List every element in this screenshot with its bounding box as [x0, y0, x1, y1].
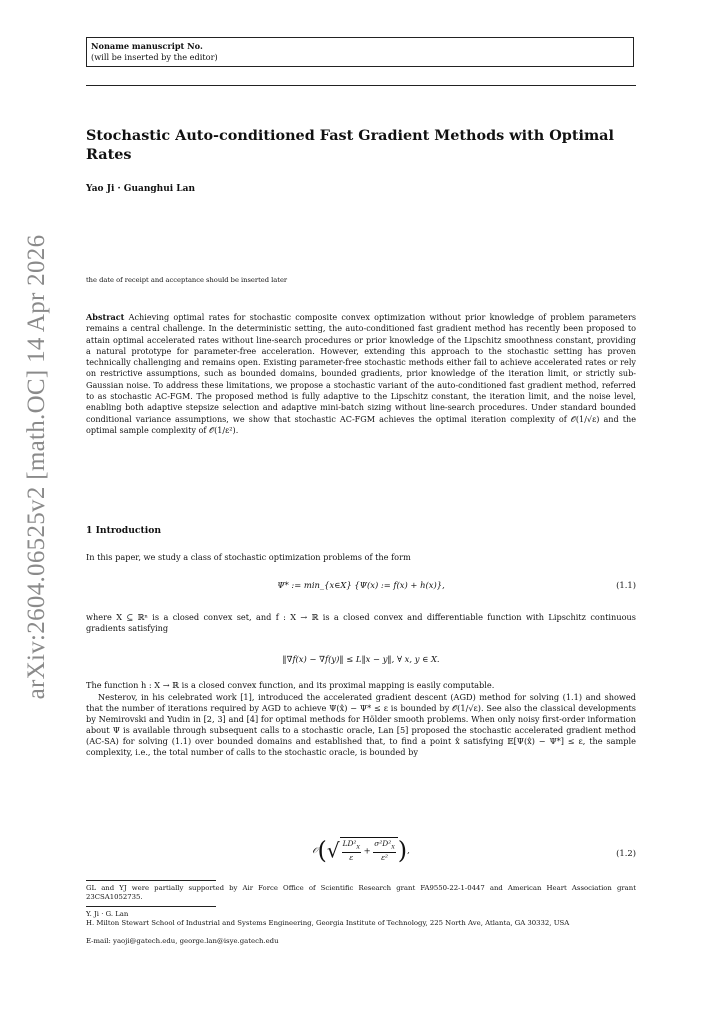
intro-paragraph-2: where X ⊆ ℝⁿ is a closed convex set, and f : X → ℝ is a closed convex and differentiable function with Lipschitz continuous gradients satisfying: [86, 612, 636, 634]
footnote-rule: [86, 880, 216, 881]
arxiv-identifier: arXiv:2604.06525v2 [math.OC] 14 Apr 2026: [23, 234, 50, 700]
author-email: E-mail: yaoji@gatech.edu, george.lan@isye.gatech.edu: [86, 937, 279, 945]
equation-1-1-body: Ψ* := min_{x∈X} {Ψ(x) := f(x) + h(x)},: [277, 580, 445, 590]
authors: Yao Ji · Guanghui Lan: [86, 184, 196, 194]
affiliation-rule: [86, 906, 216, 907]
funding-footnote: GL and YJ were partially supported by Air Force Office of Scientific Research grant FA9550-22-1-0447 and American Heart Association grant 23CSA1052735.: [86, 884, 636, 901]
equation-number: (1.1): [616, 580, 636, 590]
manuscript-box: [86, 37, 634, 67]
intro-paragraph-4: Nesterov, in his celebrated work [1], introduced the accelerated gradient descent (AGD) method for solving (1.1) and showed that the number of iterations required by AGD to achieve Ψ(x̂) − Ψ* ≤ ε is bounded by 𝒪(1/√ε). See also the classical developments by Nemirovski and Yudin in [2, 3] and [4] for optimal methods for Hölder smooth problems. When only noisy first-order information about Ψ is available through subsequent calls to a stochastic oracle, Lan [5] proposed the stochastic accelerated gradient method (AC-SA) for solving (1.1) over bounded domains and established that, to find a point x̂ satisfying 𝔼[Ψ(x̂) − Ψ*] ≤ ε, the sample complexity, i.e., the total number of calls to the stochastic oracle, is bounded by: [86, 692, 636, 758]
equation-lipschitz: ‖∇f(x) − ∇f(y)‖ ≤ L‖x − y‖, ∀ x, y ∈ X.: [282, 654, 440, 664]
manuscript-note: (will be inserted by the editor): [91, 52, 218, 62]
affiliation-institution: H. Milton Stewart School of Industrial and Systems Engineering, Georgia Institute of Technology, 225 North Ave, Atlanta, GA 30332, USA: [86, 919, 570, 927]
abstract: [86, 312, 636, 436]
paper-title: Stochastic Auto-conditioned Fast Gradient Methods with Optimal Rates: [86, 127, 614, 163]
intro-paragraph-1: In this paper, we study a class of stochastic optimization problems of the form: [86, 552, 411, 562]
equation-number: (1.2): [616, 848, 636, 858]
equation-1-1: [86, 580, 636, 590]
abstract-label: Abstract: [86, 312, 125, 322]
equation-1-2-body: 𝒪(√ $\frac{LD^2_X}{\varepsilon}$ + $\frac{\sigma^2D^2_X}{\text{ε²}}$ ),: [312, 836, 410, 864]
manuscript-number: Noname manuscript No.: [91, 41, 203, 51]
arxiv-sidebar: [14, 234, 60, 700]
intro-paragraph-3: The function h : X → ℝ is a closed convex function, and its proximal mapping is easily computable.: [86, 680, 495, 690]
received-note: the date of receipt and acceptance should be inserted later: [86, 276, 288, 284]
header-rule: [86, 85, 636, 86]
equation-1-2: [86, 836, 636, 864]
abstract-text: Achieving optimal rates for stochastic composite convex optimization without prior knowledge of problem parameters remains a central challenge. In the deterministic setting, the auto-conditioned fast gradient method has recently been proposed to attain optimal accelerated rates without line-search procedures or prior knowledge of the Lipschitz smoothness constant, providing a natural prototype for parameter-free acceleration. However, extending this approach to the stochastic setting has proven technically challenging and remains open. Existing parameter-free stochastic methods either fail to achieve accelerated rates or rely on restrictive assumptions, such as bounded domains, bounded gradients, prior knowledge of the iteration limit, or strictly sub-Gaussian noise. To address these limitations, we propose a stochastic variant of the auto-conditioned fast gradient method, referred to as stochastic AC-FGM. The proposed method is fully adaptive to the Lipschitz constant, the iteration limit, and the noise level, enabling both adaptive stepsize selection and adaptive mini-batch sizing without line-search procedures. Under standard bounded conditional variance assumptions, we show that stochastic AC-FGM achieves the optimal iteration complexity of 𝒪(1/√ε) and the optimal sample complexity of 𝒪(1/ε²).: [86, 312, 636, 435]
affiliation-names: Y. Ji · G. Lan: [86, 910, 129, 918]
section-heading: 1 Introduction: [86, 525, 162, 536]
